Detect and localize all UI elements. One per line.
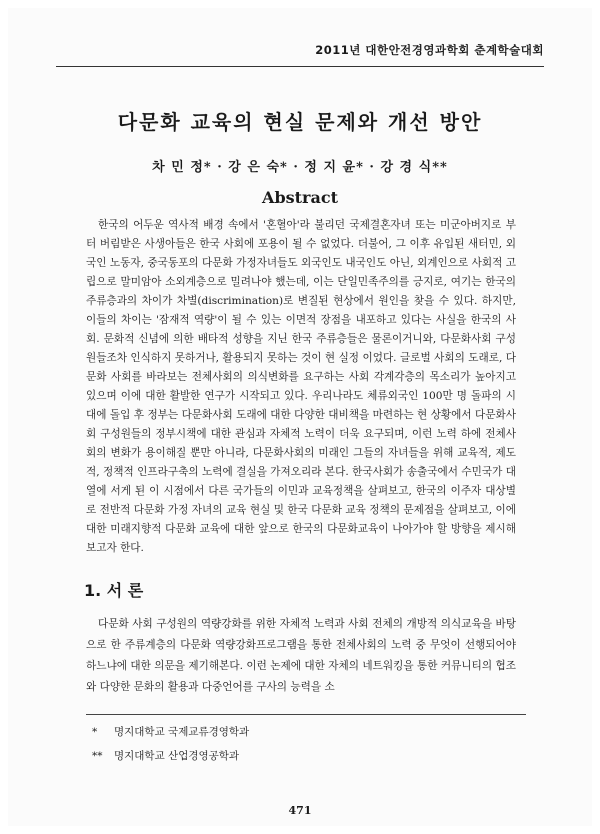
abstract-heading: Abstract: [262, 188, 338, 207]
header-rule: [56, 66, 544, 67]
section-heading-introduction: 1. 서 론: [84, 581, 144, 600]
footnote-mark: **: [92, 750, 103, 762]
paper-title: 다문화 교육의 현실 문제와 개선 방안: [117, 110, 483, 134]
page-number: 471: [288, 804, 312, 817]
footnote: [92, 720, 249, 744]
footnote: [92, 744, 249, 768]
footnote-mark: *: [92, 726, 98, 738]
footnote-text: 명지대학교 국제교류경영학과: [114, 726, 250, 738]
abstract-body: 한국의 어두운 역사적 배경 속에서 '혼혈아'라 불리던 국제결혼자녀 또는 미군아버지로 부터 버림받은 사생아들은 한국 사회에 포용이 될 수 없었다. 더불어, 그 이후 유입된 새터민, 외국인 노동자, 중국동포의 다문화 가정자녀들도 외국인도 내국인도 아닌, 외계인으로 사회적 고립으로 말미암아 소외계층으로 밀려나야 했는데, 이는 단일민족주의를 긍지로, 여기는 한국의 주류층과의 차이가 차별(discrimination)로 변질된 현상에서 원인을 찾을 수 있다. 하지만, 이들의 차이는 '잠재적 역량'이 될 수 있는 이면적 장점을 내포하고 있다는 사실을 한국의 사회. 문화적 신념에 의한 배타적 성향을 지닌 한국 주류층들은 물론이거니와, 다문화사회 구성원들조차 인식하지 못하거나, 활용되지 못하는 것이 현 실정 이었다. 글로벌 사회의 도래로, 다문화 사회를 바라보는 전체사회의 의식변화를 요구하는 사회 각계각층의 목소리가 높아지고 있으며 이에 대한 활발한 연구가 시작되고 있다. 우리나라도 체류외국인 100만 명 돌파의 시대에 돌입 후 정부는 다문화사회 도래에 대한 다양한 대비책을 마련하는 현 상황에서 다문화사회 구성원들의 정부시책에 대한 관심과 자체적 노력이 더욱 요구되며, 이런 노력 하에 전체사회의 변화가 용이해질 뿐만 아니라, 다문화사회의 미래인 그들의 자녀들을 위해 교육적, 제도적, 정책적 인프라구축의 노력에 결실을 가져오리라 본다. 한국사회가 송출국에서 수민국가 대열에 서게 된 이 시점에서 다른 국가들의 이민과 교육정책을 살펴보고, 한국의 이주자 대상별로 전반적 다문화 가정 자녀의 교육 현실 및 한국 다문화 교육 정책의 문제점을 살펴보고, 이에 대한 미래지향적 다문화 교육에 대한 앞으로 한국의 다문화교육이 나아가야 할 방향을 제시해 보고자 한다.: [86, 219, 516, 554]
footnote-rule: [86, 714, 526, 715]
running-header: 2011년 대한안전경영과학회 춘계학술대회: [315, 43, 544, 57]
introduction-body: 다문화 사회 구성원의 역량강화를 위한 자체적 노력과 사회 전체의 개방적 의식교육을 바탕으로 한 주류계층의 다문화 역량강화프로그램을 통한 전체사회의 노력 중 무엇이 선행되어야 하느냐에 대한 의문을 제기해본다. 이런 논제에 대한 자체의 네트워킹을 통한 커뮤니티의 협조와 다양한 문화의 활용과 다중언어를 구사의 능력을 소: [86, 618, 516, 693]
author-list: 차 민 정* · 강 은 숙* · 정 지 윤* · 강 경 식**: [152, 160, 448, 175]
footnotes: [92, 720, 249, 768]
footnote-text: 명지대학교 산업경영공학과: [114, 750, 240, 762]
page: [8, 8, 592, 826]
